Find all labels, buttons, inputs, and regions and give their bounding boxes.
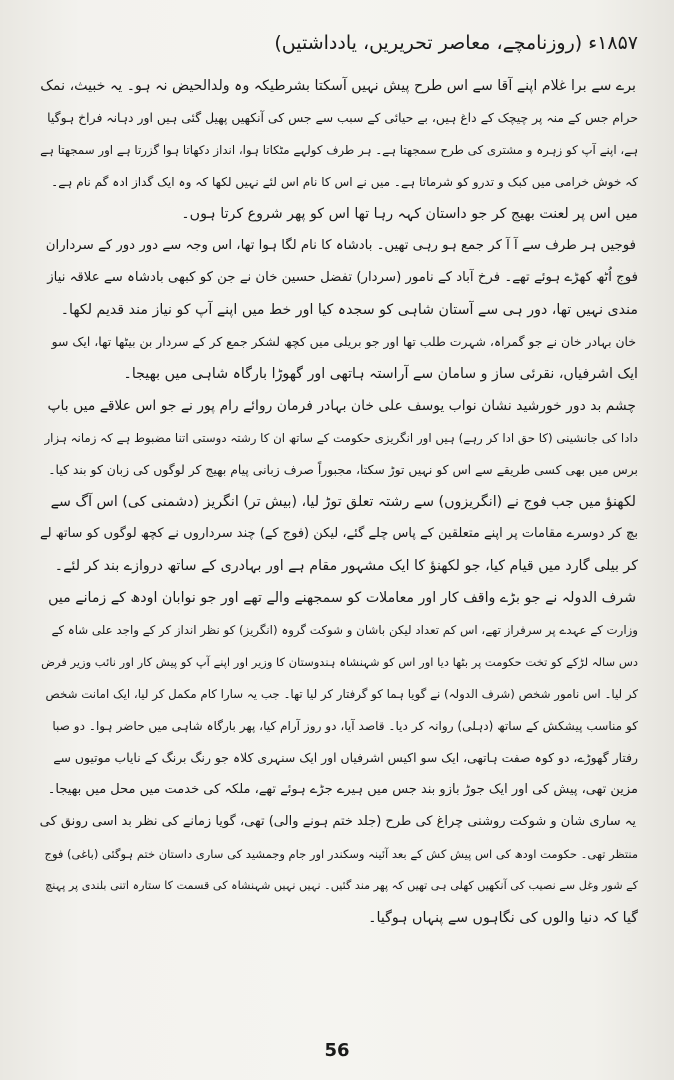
- running-header: ۱۸۵۷ء (روزنامچے، معاصر تحریریں، یادداشتیں): [274, 32, 638, 54]
- page-number: 56: [324, 1040, 350, 1061]
- text-line: دادا کی جانشینی (کا حق ادا کر رہے) ہیں اور انگریزی حکومت کے ساتھ ان کا رشتہ دوستی اتنا مضبوط ہے کہ زمانہ ہزار: [44, 431, 638, 445]
- text-line: چشم بد دور خورشید نشان نواب یوسف علی خان بہادر فرمان روائے رام پور نے جو اس علاقے میں باپ: [47, 398, 636, 414]
- text-line: منتظر تھی۔ حکومت اودھ کی اس پیش کش کے بعد آئینہ وسکندر اور جام وجمشید کی ساری داستان ختم ہوگئی (باغی) فوج: [44, 847, 638, 861]
- paragraph: [40, 486, 638, 582]
- body-text: [40, 70, 638, 934]
- text-line: حرام جس کے منہ پر چیچک کے داغ ہیں، بے حیائی کے سبب سے جس کی آنکھیں پھیل گئی ہیں اور دہانہ فراخ ہوگیا: [47, 110, 638, 125]
- text-line: مزین تھی، پیش کی اور ایک جوڑ بازو بند جس میں ہیرے جڑے ہوئے تھے، ملکہ کی خدمت میں محل میں بھیجا۔: [47, 782, 638, 797]
- paragraph: [40, 806, 638, 934]
- text-line: فوج اُٹھ کھڑے ہوئے تھے۔ فرخ آباد کے نامور (سردار) تفضل حسین خان نے جن کو کبھی بادشاہ سے علاقہ نیاز: [47, 270, 638, 285]
- text-line: رفتار گھوڑے، دو کوہ صفت ہاتھی، ایک سو اکیس اشرفیاں اور ایک سنہری کلاہ جو رنگ برنگ کے نایاب موتیوں سے: [53, 750, 638, 765]
- text-line: گیا کہ دنیا والوں کی نگاہوں سے پنہاں ہوگیا۔: [368, 910, 638, 926]
- text-line: برے سے برا غلام اپنے آقا سے اس طرح پیش نہیں آسکتا بشرطیکہ وہ ولدالحیض نہ ہو۔ یہ خبیث، نمک: [40, 78, 636, 94]
- text-line: کو مناسب پیشکش کے ساتھ (دہلی) روانہ کر دیا۔ قاصد آیا، دو روز آرام کیا، پھر بارگاہ شاہی میں حاضر ہوا۔ دو صبا: [52, 719, 638, 733]
- text-line: کہ خوش خرامی میں کبک و تدرو کو شرماتا ہے۔ میں نے اس کا نام اس لئے نہیں لکھا کہ وہ ایک گداز ادہ گم نام ہے۔: [51, 175, 638, 189]
- text-line: دس سالہ لڑکے کو تخت حکومت پر بٹھا دیا اور اس کو شہنشاہ ہندوستان کا وزیر اور اپنے آپ کو پیش کار اور نائب وزیر فرض: [41, 655, 638, 669]
- paragraph: [40, 390, 638, 486]
- text-line: کر لیا۔ اس نامور شخص (شرف الدولہ) نے گویا ہما کو گرفتار کر لیا تھا۔ جب یہ سارا کام مکمل کر لیا، ایک امانت شخص: [45, 687, 638, 701]
- text-line: فوجیں ہر طرف سے آ آ کر جمع ہو رہی تھیں۔ بادشاہ کا نام لگا ہوا تھا، اس وجہ سے دور دور کے سرداران: [45, 238, 636, 253]
- text-line: برس میں بھی کسی طریقے سے اس کو نہیں توڑ سکتا، مجبوراً صرف زبانی پیام بھیج کر لوگوں کی زبان کو بند کیا۔: [48, 462, 638, 477]
- text-line: یہ ساری شان و شوکت روشنی چراغ کی طرح (جلد ختم ہونے والی) تھی، گویا زمانے کی نظر بد اسی رونق کی: [40, 814, 636, 829]
- text-line: کے شور وغل سے نصیب کی آنکھیں کھلی ہی تھیں کہ پھر مند گئیں۔ نہیں نہیں شہنشاہ کی قسمت کا ستارہ اتنی بلندی پر پہنچ: [45, 879, 638, 892]
- paragraph: [40, 326, 638, 390]
- text-line: خان بہادر خان نے جو گمراہ، شہرت طلب تھا اور جو بریلی میں کچھ لشکر جمع کر کے سردار بن بیٹھا تھا، ایک سو: [51, 334, 636, 349]
- page-content: [40, 30, 638, 934]
- text-line: کر بیلی گارد میں قیام کیا، جو لکھنؤ کا ایک مشہور مقام ہے اور بہادری کے ساتھ دروازے بند کر لئے۔: [54, 558, 638, 574]
- text-line: ہے، اپنے آپ کو زہرہ و مشتری کی طرح سمجھتا ہے۔ ہر طرف کولہے مٹکاتا ہوا، انداز دکھاتا ہوا گزرتا ہے اور سمجھتا ہے: [40, 143, 638, 157]
- text-line: ایک اشرفیاں، نقرئی ساز و سامان سے آراستہ ہاتھی اور گھوڑا بارگاہ شاہی میں بھیجا۔: [123, 366, 638, 382]
- paragraph: [40, 230, 638, 326]
- text-line: وزارت کے عہدے پر سرفراز تھے، اس کم تعداد لیکن باشان و شوکت گروہ (انگریز) کو نظر انداز کر کے واجد علی شاہ کے: [51, 623, 638, 637]
- text-line: لکھنؤ میں جب فوج نے (انگریزوں) سے رشتہ تعلق توڑ لیا، (بیش تر) انگریز (دشمنی کی) اس آگ سے: [50, 494, 636, 510]
- paragraph: [40, 70, 638, 230]
- text-line: مندی نہیں تھا، دور ہی سے آستان شاہی کو سجدہ کیا اور خط میں اپنے آپ کو نیاز مند قدیم لکھا۔: [60, 302, 638, 318]
- text-line: میں اس پر لعنت بھیج کر جو داستان کہہ رہا تھا اس کو پھر شروع کرتا ہوں۔: [181, 206, 638, 222]
- paragraph: [40, 582, 638, 806]
- text-line: بچ کر دوسرے مقامات پر اپنے متعلقین کے پاس چلے گئے، لیکن (فوج کے) چند سرداروں نے کچھ لوگوں کو ساتھ لے: [40, 526, 638, 541]
- text-line: شرف الدولہ نے جو بڑے واقف کار اور معاملات کو سمجھنے والے تھے اور جو نوابان اودھ کے زمانے میں: [48, 590, 636, 606]
